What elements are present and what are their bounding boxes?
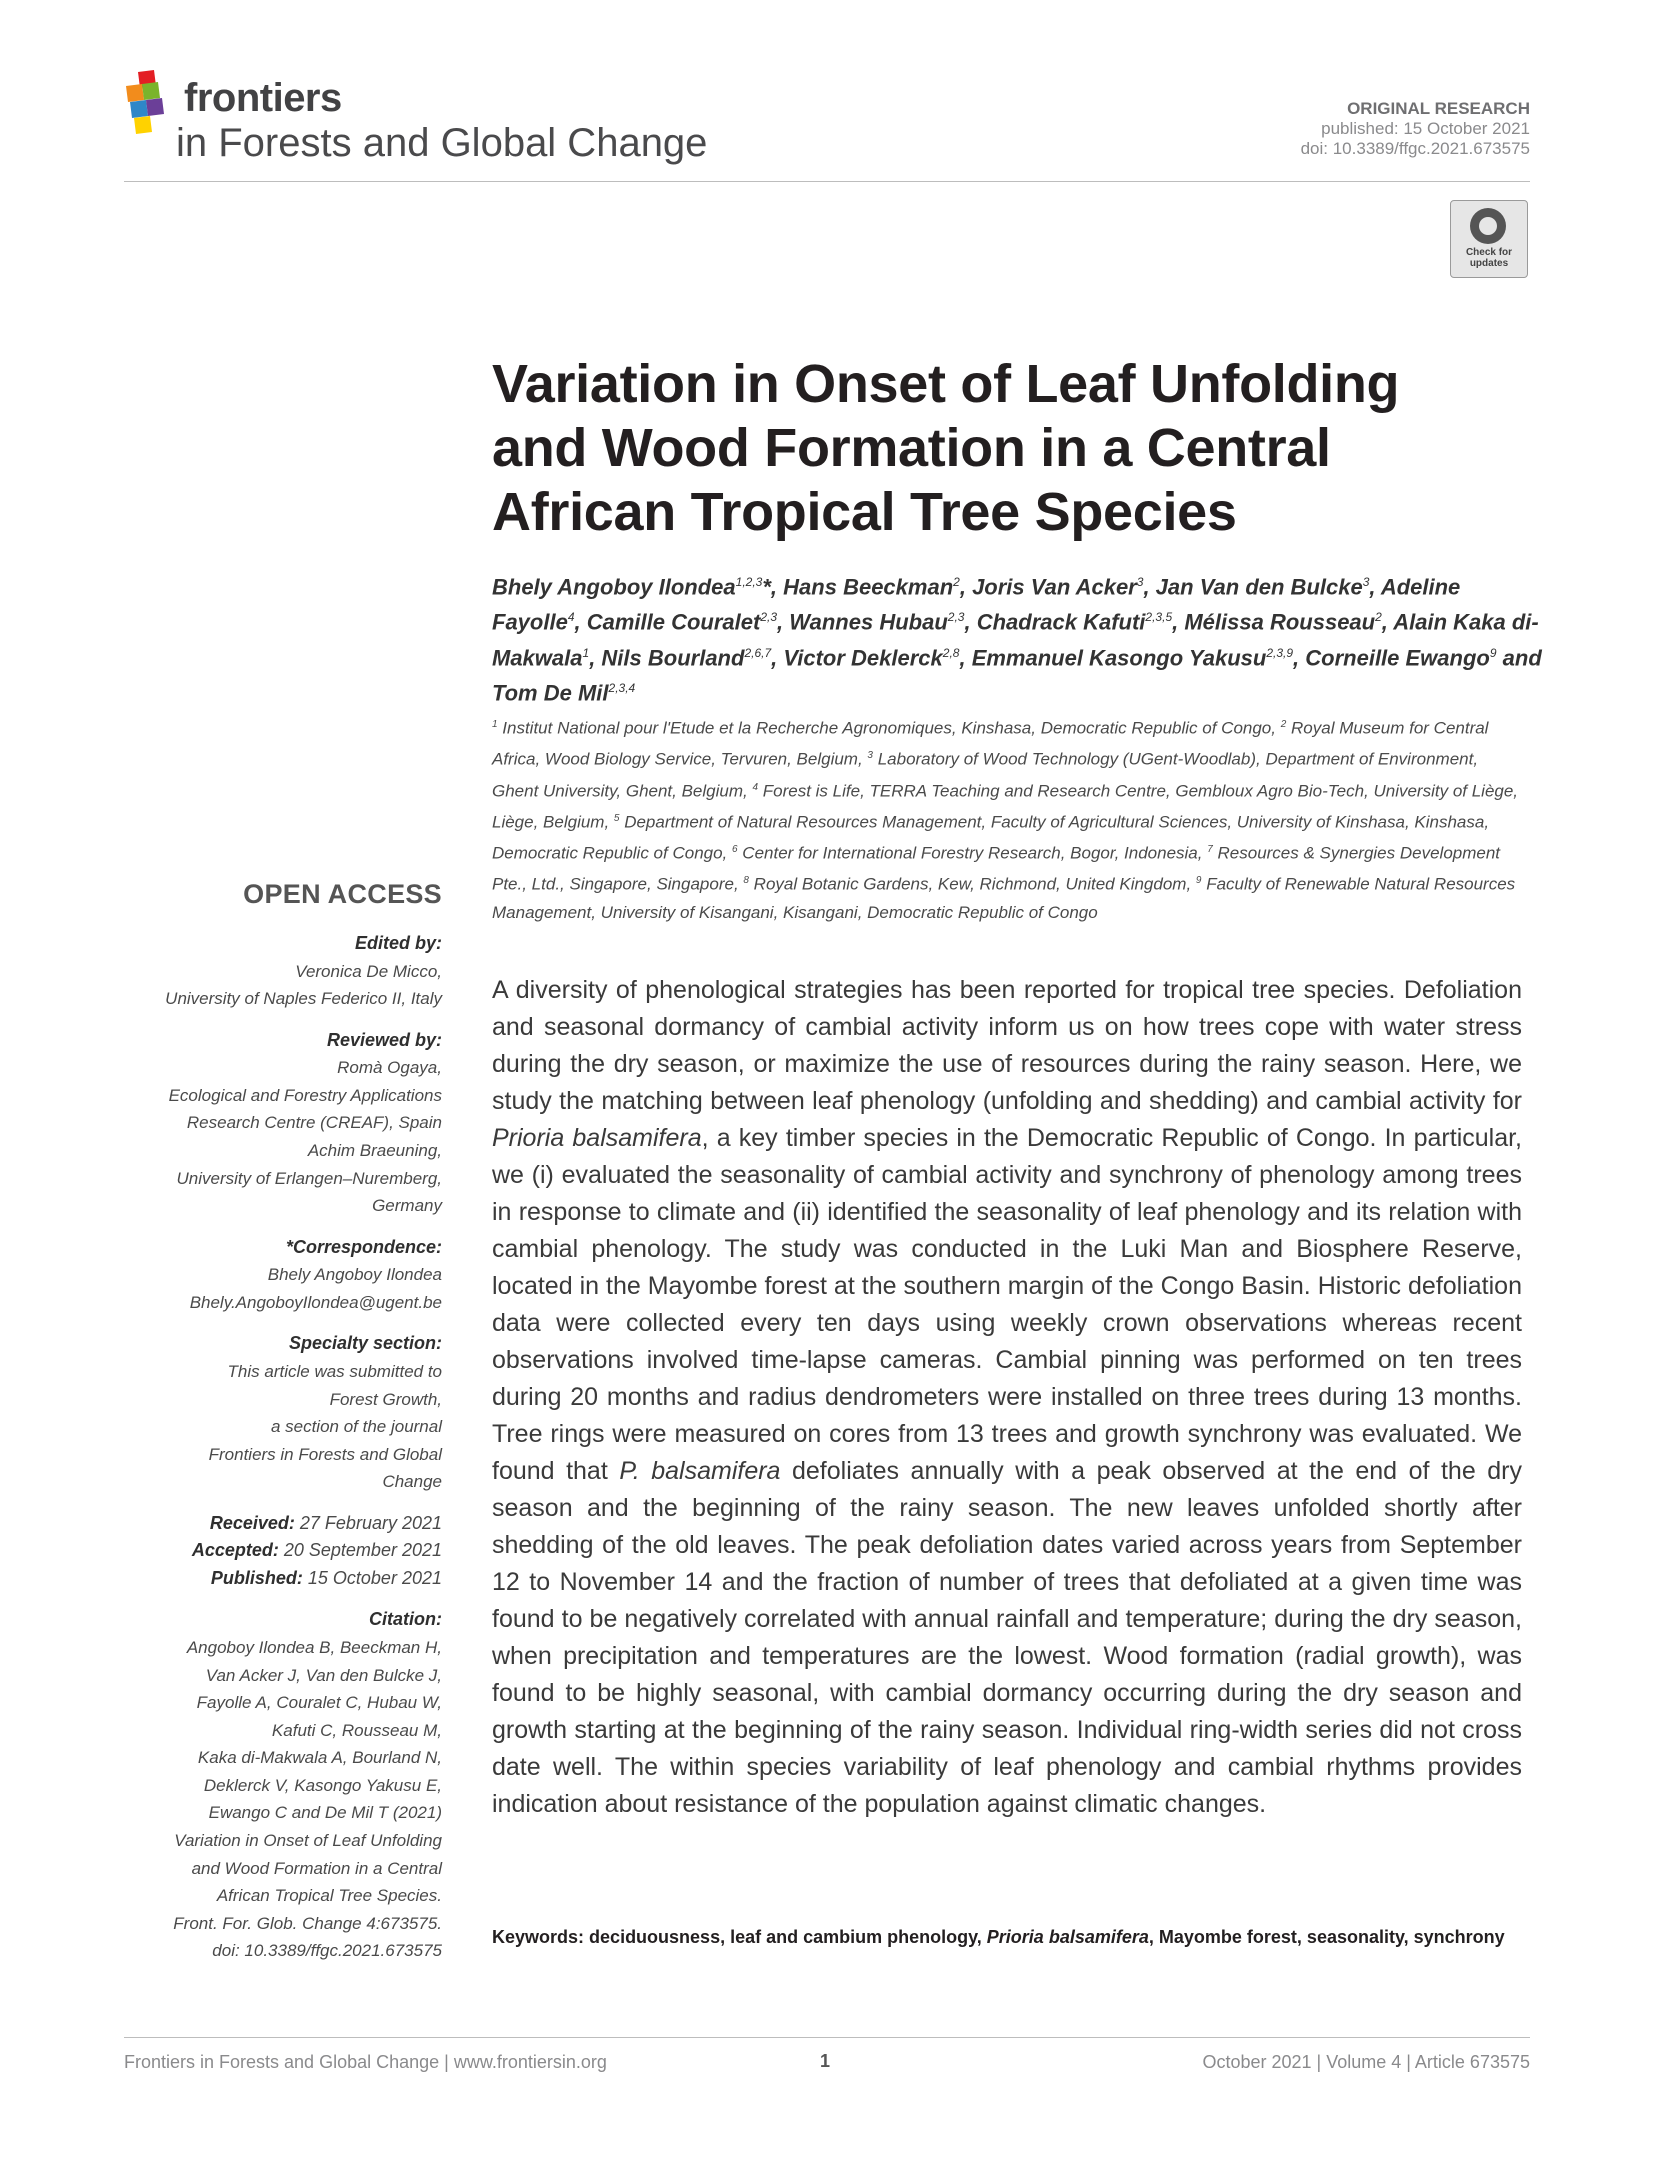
published-row [124, 1565, 442, 1593]
open-access-label: OPEN ACCESS [243, 879, 442, 909]
author-name[interactable]: Wannes Hubau [789, 609, 948, 635]
author-name[interactable]: Camille Couralet [586, 609, 761, 635]
author-name[interactable]: Tom De Mil [492, 680, 609, 706]
footer-divider [124, 2037, 1530, 2038]
citation-line: Fayolle A, Couralet C, Hubau W, [196, 1693, 442, 1713]
author-affiliation-marker: 2,3,4 [608, 680, 636, 695]
journal-logo [124, 70, 708, 170]
specialty-section [124, 1330, 442, 1495]
citation-section [124, 1606, 442, 1965]
author-affiliation-marker: 9 [1489, 645, 1497, 660]
affiliation-number: 1 [492, 719, 498, 730]
affiliation-number: 7 [1207, 844, 1213, 855]
check-updates-icon [1470, 208, 1506, 244]
frontiers-logo-icon [124, 70, 178, 134]
editor-line: University of Naples Federico II, Italy [165, 989, 442, 1009]
author-name[interactable]: Corneille Ewango [1305, 644, 1490, 670]
citation-line: Front. For. Glob. Change 4:673575. [173, 1913, 442, 1933]
affiliation-text: Faculty of Renewable Natural Resources Management, University of Kisangani, Kisangani, Democratic Republic of Congo [492, 874, 1516, 922]
accepted-row [124, 1537, 442, 1565]
specialty-line: Forest Growth, [329, 1389, 442, 1409]
brand-name: frontiers [184, 76, 342, 120]
author-affiliation-marker: 3 [1136, 575, 1144, 589]
affiliation-text: Department of Natural Resources Management, Faculty of Agricultural Sciences, University of Kinshasa, Kinshasa, Democratic Republic of Congo, [492, 812, 1490, 863]
citation-line: Variation in Onset of Leaf Unfolding [174, 1831, 442, 1851]
reviewed-by-label: Reviewed by: [326, 1029, 442, 1050]
editor-line: Veronica De Micco, [295, 961, 442, 981]
article-title [492, 352, 1552, 544]
abstract-text: defoliates annually with a peak observed at the end of the dry season and the beginning of the rainy season. The new leaves unfolded shortly after shedding of the old leaves. The peak defoliation dates varied across years from September 12 to November 14 and the fraction of number of trees that defoliated at a given time was found to be negatively correlated with annual rainfall and temperature; during the dry season, when precipitation and temperatures are the lowest. Wood formation (radial growth), was found to be highly seasonal, with cambial dormancy occurring during the dry season and growth starting at the beginning of the rainy season. Individual ring-width series did not cross date well. The within species variability of leaf phenology and cambial rhythms provides indication about resistance of the population against climatic changes. [492, 1457, 1522, 1818]
author-name[interactable]: Joris Van Acker [972, 574, 1137, 600]
title-line: Variation in Onset of Leaf Unfolding [492, 354, 1400, 414]
edited-by-label: Edited by: [354, 933, 442, 953]
reviewed-by-section [124, 1027, 442, 1220]
author-affiliation-marker: 2,3 [760, 610, 778, 625]
citation-line: Angoboy Ilondea B, Beeckman H, [186, 1637, 442, 1657]
citation-line: African Tropical Tree Species. [216, 1886, 442, 1906]
author-affiliation-marker: 2,8 [942, 645, 960, 660]
footer-volume: October 2021 | Volume 4 | Article 673575 [1202, 2052, 1530, 2072]
check-updates-label: Check for updates [1465, 247, 1513, 269]
species-name: P. balsamifera [619, 1457, 781, 1485]
author-name[interactable]: Alain Kaka di-Makwala [492, 609, 1539, 670]
article-meta [1301, 99, 1530, 159]
affiliation-text: Forest is Life, TERRA Teaching and Research Centre, Gembloux Agro Bio-Tech, University of Liège, Liège, Belgium, [492, 781, 1519, 832]
author-name[interactable]: Nils Bourland [601, 644, 745, 670]
specialty-line: a section of the journal [270, 1417, 442, 1437]
published-date: published: 15 October 2021 [1321, 119, 1530, 138]
accepted-label: Accepted: [191, 1540, 279, 1561]
correspondent-name: Bhely Angoboy Ilondea [267, 1265, 442, 1285]
received-label: Received: [209, 1512, 295, 1533]
affiliation-text: Royal Botanic Gardens, Kew, Richmond, United Kingdom, [748, 874, 1196, 894]
affiliation-number: 3 [867, 750, 873, 762]
author-list: Bhely Angoboy Ilondea$^{1,2,3}$*, Hans Beeckman$^2$, Joris Van Acker$^3$, Jan Van den Bulcke$^3$, Adeline Fayolle$^4$, Camille Couralet$^{2,3}$, Wannes Hubau$^{2,3}$, Chadrack Kafuti$^{2,3,5}$, Mélissa Rousseau$^2$, Alain Kaka di-Makwala$^1$, Nils Bourland$^{2,6,7}$, Victor Deklerck$^{2,8}$, Emmanuel Kasongo Yakusu$^{2,3,9}$, Corneille Ewango$^9$ and Tom De Mil$^{2,3,4}$ [492, 574, 1542, 706]
author-affiliation-marker: 2,3,9 [1266, 645, 1294, 660]
journal-name: in Forests and Global Change [176, 121, 708, 165]
correspondent-email[interactable]: Bhely.AngoboyIlondea@ugent.be [189, 1292, 442, 1312]
citation-line: Kafuti C, Rousseau M, [271, 1720, 442, 1740]
affiliation-text: Institut National pour l'Etude et la Recherche Agronomiques, Kinshasa, Democratic Republic of Congo, [497, 718, 1281, 738]
title-line: African Tropical Tree Species [492, 482, 1237, 542]
affiliation-number: 2 [1280, 719, 1287, 730]
reviewer-line: University of Erlangen–Nuremberg, [176, 1168, 442, 1188]
author-name[interactable]: Mélissa Rousseau [1184, 609, 1376, 635]
doi[interactable]: doi: 10.3389/ffgc.2021.673575 [1300, 139, 1530, 158]
affiliation-number: 5 [613, 812, 620, 824]
author-affiliation-marker: 1,2,3 [735, 575, 763, 589]
abstract-text: A diversity of phenological strategies has been reported for tropical tree species. Defoliation and seasonal dormancy of cambial activity inform us on how trees cope with water stress during the dry season, or maximize the use of resources during the rainy season. Here, we study the matching between leaf phenology (unfolding and shedding) and cambial activity for [492, 976, 1522, 1115]
published-date-sidebar: 15 October 2021 [307, 1567, 442, 1588]
specialty-line: This article was submitted to [227, 1361, 442, 1381]
affiliation-number: 4 [752, 781, 759, 793]
author-affiliation-marker: 2,6,7 [744, 645, 772, 660]
affiliation-text: Resources & Synergies Development Pte., Ltd., Singapore, Singapore, [492, 843, 1501, 894]
article-type: ORIGINAL RESEARCH [1347, 99, 1530, 118]
author-name[interactable]: Chadrack Kafuti [976, 609, 1146, 635]
affiliation-number: 8 [743, 875, 749, 887]
keywords-text: deciduousness, leaf and cambium phenology, [589, 1927, 987, 1947]
keyword-species: Prioria balsamifera [986, 1927, 1149, 1947]
citation-line: doi: 10.3389/ffgc.2021.673575 [212, 1941, 442, 1961]
citation-label: Citation: [369, 1609, 442, 1630]
reviewer-line: Ecological and Forestry Applications [168, 1085, 442, 1105]
correspondence-section [124, 1234, 442, 1317]
author-name[interactable]: Victor Deklerck [783, 644, 943, 670]
footer-journal: Frontiers in Forests and Global Change | www.frontiersin.org [124, 2052, 607, 2072]
title-line: and Wood Formation in a Central [492, 418, 1331, 478]
article-info-sidebar [124, 878, 442, 1979]
author-affiliation-marker: 1 [582, 645, 590, 660]
author-name[interactable]: Emmanuel Kasongo Yakusu [971, 644, 1267, 670]
keywords [492, 1925, 1522, 1950]
affiliation-text: Royal Museum for Central Africa, Wood Biology Service, Tervuren, Belgium, [492, 718, 1489, 769]
author-affiliation-marker: 3 [1362, 575, 1370, 589]
affiliation-text: Center for International Forestry Research, Bogor, Indonesia, [737, 843, 1208, 863]
correspondence-label: *Correspondence: [285, 1236, 442, 1257]
reviewer-line: Germany [372, 1196, 442, 1216]
author-name[interactable]: Hans Beeckman [783, 574, 954, 600]
received-date: 27 February 2021 [299, 1512, 442, 1533]
citation-line: Van Acker J, Van den Bulcke J, [205, 1665, 442, 1685]
author-affiliation-marker: 2,3 [947, 610, 965, 625]
citation-line: and Wood Formation in a Central [191, 1858, 442, 1878]
specialty-line: Change [382, 1472, 442, 1492]
citation-line: Ewango C and De Mil T (2021) [208, 1803, 442, 1823]
reviewer-line: Romà Ogaya, [337, 1058, 442, 1078]
published-label: Published: [210, 1567, 303, 1588]
affiliation-number: 6 [732, 844, 738, 855]
received-row [124, 1510, 442, 1538]
reviewer-line: Research Centre (CREAF), Spain [186, 1113, 442, 1133]
author-name[interactable]: Bhely Angoboy Ilondea [492, 574, 736, 600]
abstract-text: , a key timber species in the Democratic Republic of Congo. In particular, we (i) evaluated the seasonality of cambial activity and synchrony of phenology among trees in response to climate and (ii) identified the seasonality of leaf phenology and its relation with cambial phenology. The study was conducted in the Luki Man and Biosphere Reserve, located in the Mayombe forest at the southern margin of the Congo Basin. Historic defoliation data were collected every ten days using weekly crown observations whereas recent observations involved time-lapse cameras. Cambial pinning was performed on ten trees during 20 months and radius dendrometers were installed on three trees during 13 months. Tree rings were measured on cores from 13 trees and growth synchrony was evaluated. We found that [492, 1124, 1522, 1485]
author-affiliation-marker: 2 [953, 575, 960, 589]
specialty-label: Specialty section: [288, 1333, 442, 1354]
author-name[interactable]: Adeline Fayolle [492, 574, 1461, 635]
accepted-date: 20 September 2021 [283, 1540, 442, 1561]
reviewer-line: Achim Braeuning, [307, 1140, 442, 1160]
keywords-label: Keywords: [492, 1927, 585, 1947]
author-affiliation-marker: 2,3,5 [1145, 610, 1173, 625]
author-name[interactable]: Jan Van den Bulcke [1155, 574, 1363, 600]
affiliation-text: Laboratory of Wood Technology (UGent-Woodlab), Department of Environment, Ghent University, Ghent, Belgium, [492, 749, 1479, 801]
dates-section [124, 1510, 442, 1593]
species-name: Prioria balsamifera [492, 1124, 702, 1152]
affiliation-number: 9 [1195, 875, 1202, 887]
page-number: 1 [819, 2051, 830, 2071]
citation-line: Deklerck V, Kasongo Yakusu E, [203, 1775, 442, 1795]
affiliations [492, 711, 1522, 926]
edited-by-section [124, 930, 442, 1013]
abstract [492, 972, 1522, 1823]
header-divider [124, 181, 1530, 182]
author-affiliation-marker: 4 [567, 610, 575, 625]
keywords-text: , Mayombe forest, seasonality, synchrony [1148, 1927, 1505, 1947]
author-affiliation-marker: 2 [1375, 610, 1382, 625]
citation-line: Kaka di-Makwala A, Bourland N, [197, 1748, 442, 1768]
check-for-updates-badge[interactable] [1450, 200, 1528, 278]
specialty-line: Frontiers in Forests and Global [208, 1444, 442, 1464]
